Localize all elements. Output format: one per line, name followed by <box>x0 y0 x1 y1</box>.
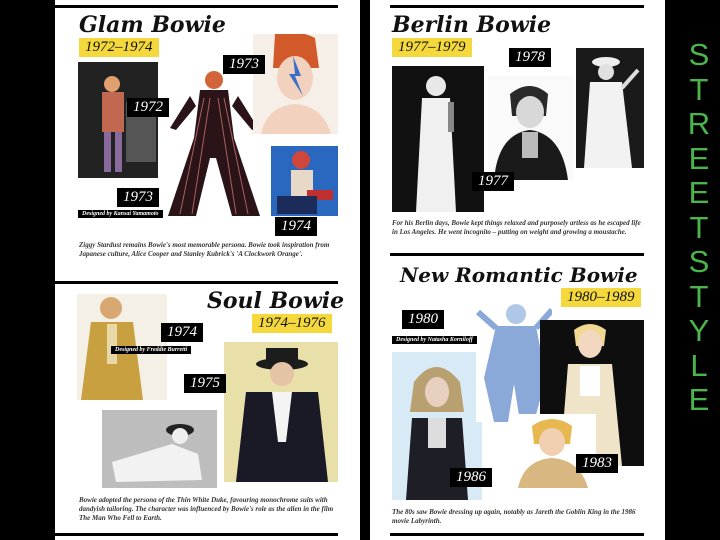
bottom-rule <box>390 533 644 536</box>
left-magazine-page <box>55 0 360 540</box>
romantic-year-label: 1986 <box>450 468 492 487</box>
soul-caption: Bowie adopted the persona of the Thin White Duke, favouring monochrome suits with dandyish tailoring. The character was influenced by Bowie's role as the alien in the film The Man Who Fell to Earth. <box>79 496 334 522</box>
section-rule <box>55 281 338 284</box>
photo-glam-1973-face <box>253 34 338 134</box>
romantic-year-label: 1983 <box>576 454 618 473</box>
soul-year-label: 1975 <box>184 374 226 393</box>
top-rule <box>55 5 338 8</box>
side-title-letter: S <box>688 244 710 279</box>
photo-berlin-sailor <box>576 48 644 168</box>
side-title-letter: R <box>687 106 711 141</box>
side-title-letter: L <box>690 347 708 383</box>
glam-year-label: 1974 <box>275 217 317 236</box>
side-title-letter: E <box>688 382 710 417</box>
soul-designer-credit: Designed by Freddie Burretti <box>111 346 191 354</box>
photo-berlin-stage <box>392 66 484 212</box>
section-rule <box>390 253 644 256</box>
glam-year-label: 1973 <box>117 188 159 207</box>
photo-glam-bodysuit <box>160 68 268 220</box>
berlin-years: 1977–1979 <box>392 38 472 57</box>
romantic-year-label: 1980 <box>402 310 444 329</box>
bottom-rule <box>55 533 338 536</box>
romantic-title: New Romantic Bowie <box>400 263 638 287</box>
right-magazine-page <box>370 0 665 540</box>
glam-caption: Ziggy Stardust remains Bowie's most memorable persona. Bowie took inspiration from Japanese culture, Alice Cooper and Stanley Kubrick's 'A Clockwork Orange'. <box>79 241 330 258</box>
photo-glam-1972 <box>78 62 158 178</box>
soul-title: Soul Bowie <box>207 288 345 314</box>
side-title-letter: T <box>689 71 709 107</box>
soul-years: 1974–1976 <box>252 314 332 333</box>
glam-title: Glam Bowie <box>79 12 226 38</box>
photo-berlin-1978-leather <box>488 76 574 180</box>
glam-year-label: 1973 <box>223 55 265 74</box>
photo-soul-white-duke <box>224 342 338 482</box>
side-title-letter: T <box>689 209 709 245</box>
romantic-designer-credit: Designed by Natasha Korniloff <box>392 336 477 344</box>
berlin-caption: For his Berlin days, Bowie kept things relaxed and purposely artless as he escaped life in Los Angeles. He went incognito – putting on weight and growing a moustache. <box>392 219 641 236</box>
glam-designer-credit: Designed by Kansai Yamamoto <box>78 210 163 218</box>
glam-year-label: 1972 <box>127 98 169 117</box>
berlin-year-label: 1977 <box>472 172 514 191</box>
street-style-vertical-title <box>680 38 718 418</box>
berlin-title: Berlin Bowie <box>392 12 552 38</box>
photo-soul-1975-seated <box>102 410 217 488</box>
glam-years: 1972–1974 <box>79 38 159 57</box>
side-title-letter: S <box>688 37 710 72</box>
side-title-letter: T <box>689 278 709 314</box>
side-title-letter: E <box>688 140 710 176</box>
photo-romantic-1983-singing <box>510 414 596 488</box>
romantic-years: 1980–1989 <box>561 288 641 307</box>
side-title-letter: E <box>688 175 710 210</box>
top-rule <box>390 5 644 8</box>
side-title-letter: Y <box>688 313 710 348</box>
soul-year-label: 1974 <box>161 323 203 342</box>
berlin-year-label: 1978 <box>509 48 551 67</box>
romantic-caption: The 80s saw Bowie dressing up again, notably as Jareth the Goblin King in the 1986 movie Labyrinth. <box>392 508 636 525</box>
photo-glam-1974-guitar <box>271 146 338 216</box>
